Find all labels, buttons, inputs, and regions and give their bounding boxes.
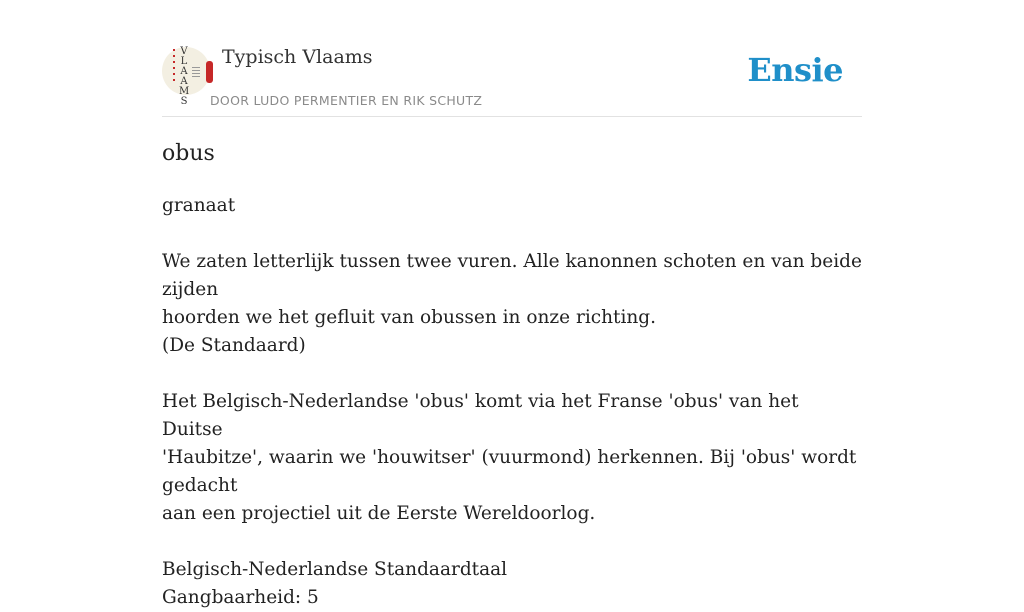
example-source: (De Standaard) <box>162 335 306 356</box>
entry-content <box>162 192 862 612</box>
definition: granaat <box>162 195 236 216</box>
site-title[interactable]: Typisch Vlaams <box>222 46 373 68</box>
logo-stripe-decoration <box>173 49 175 85</box>
etymology-line-1: Het Belgisch-Nederlandse 'obus' komt via het Franse 'obus' van het Duitse <box>162 391 799 440</box>
ensie-logo[interactable]: Ensie <box>747 51 843 89</box>
etymology-line-3: aan een projectiel uit de Eerste Wereldoorlog. <box>162 503 596 524</box>
byline: DOOR LUDO PERMENTIER EN RIK SCHUTZ <box>210 93 483 108</box>
book-cover-logo[interactable] <box>162 46 210 107</box>
logo-ribbon-decoration <box>206 61 213 83</box>
entry-word: obus <box>162 141 215 166</box>
entry-card <box>162 0 862 608</box>
example-line-2: hoorden we het gefluit van obussen in onze richting. <box>162 307 657 328</box>
frequency: Gangbaarheid: 5 <box>162 587 319 608</box>
category: Belgisch-Nederlandse Standaardtaal <box>162 559 508 580</box>
logo-lines-decoration <box>192 67 200 77</box>
logo-text: VLAAMS <box>179 46 190 107</box>
etymology-line-2: 'Haubitze', waarin we 'houwitser' (vuurmond) herkennen. Bij 'obus' wordt gedacht <box>162 447 857 496</box>
example-line-1: We zaten letterlijk tussen twee vuren. Alle kanonnen schoten en van beide zijden <box>162 251 862 300</box>
header <box>162 0 862 117</box>
